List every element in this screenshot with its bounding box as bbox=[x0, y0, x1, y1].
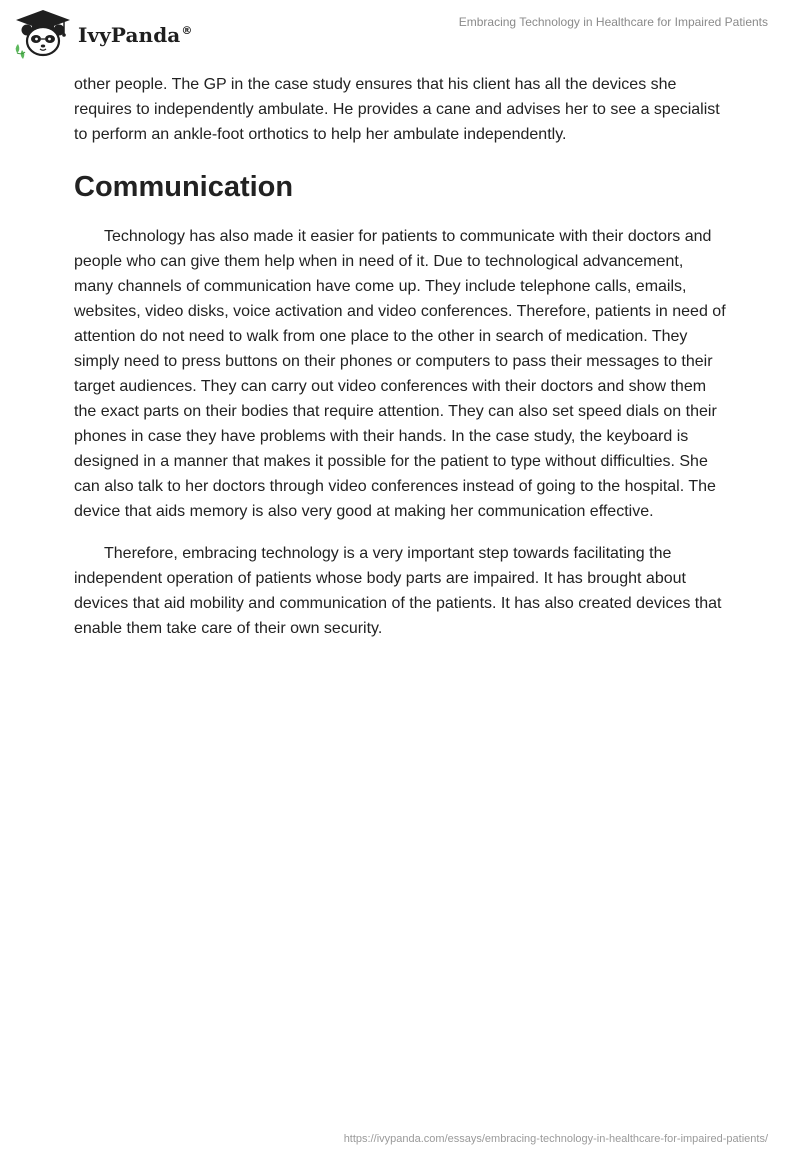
panda-graduate-icon bbox=[12, 8, 74, 60]
ivypanda-logo[interactable] bbox=[12, 8, 192, 60]
page-header bbox=[0, 0, 800, 70]
brand-name: IvyPanda® bbox=[78, 23, 193, 47]
essay-content bbox=[74, 72, 726, 641]
section-heading: Communication bbox=[74, 171, 294, 203]
body-paragraph: Technology has also made it easier for patients to communicate with their doctors and people who can give them help when in need of it. Due to technological advancement, many channels of communication have come up. They include telephone calls, emails, websites, video disks, voice activation and video conferences. Therefore, patients in need of attention do not need to walk from one place to the other in search of medication. They simply need to press buttons on their phones or computers to pass their messages to their target audiences. They can carry out video conferences with their doctors and show them the exact parts on their bodies that require attention. They can also set speed dials on their phones in case they have problems with their hands. In the case study, the keyboard is designed in a manner that makes it possible for the patient to type without difficulties. She can also talk to her doctors through video conferences instead of going to the hospital. The device that aids memory is also very good at making her communication effective. bbox=[74, 228, 726, 520]
source-url[interactable]: https://ivypanda.com/essays/embracing-technology-in-healthcare-for-impaired-patients/ bbox=[343, 1133, 768, 1145]
intro-paragraph: other people. The GP in the case study ensures that his client has all the devices she requires to independently ambulate. He provides a cane and advises her to see a specialist to perform an ankle-foot orthotics to help her ambulate independently. bbox=[74, 76, 720, 143]
document-title: Embracing Technology in Healthcare for Impaired Patients bbox=[458, 15, 768, 29]
registered-mark: ® bbox=[181, 24, 193, 38]
body-paragraph: Therefore, embracing technology is a very important step towards facilitating the independent operation of patients whose body parts are impaired. It has brought about devices that aid mobility and communication of the patients. It has also created devices that enable them take care of their own security. bbox=[74, 545, 722, 637]
